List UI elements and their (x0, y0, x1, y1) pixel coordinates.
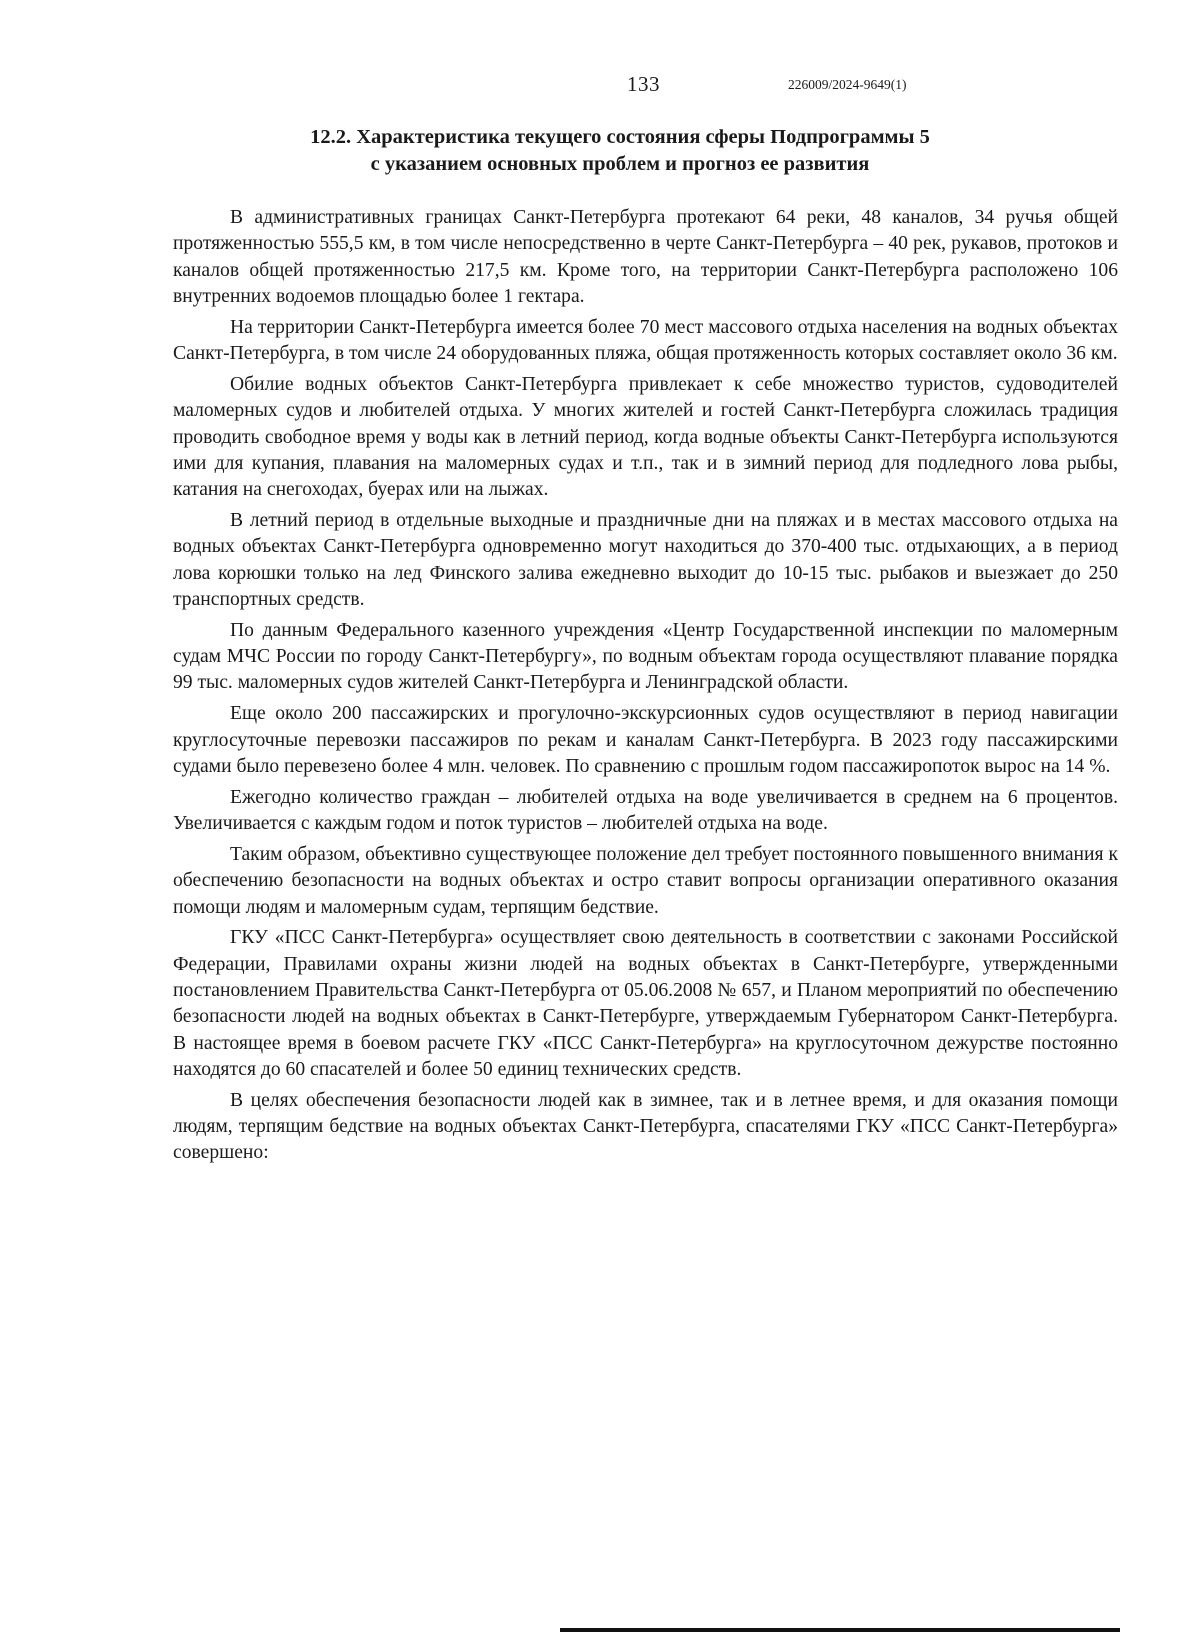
paragraph-recreation-places: На территории Санкт-Петербурга имеется более 70 мест массового отдыха населения на водных объектах Санкт-Петербурга, в том числе 24 оборудованных пляжа, общая протяженность которых составляет около 36 км. (173, 316, 1118, 365)
section-heading-line-1: 12.2. Характеристика текущего состояния сферы Подпрограммы 5 (310, 126, 930, 148)
paragraph-rivers-canals: В административных границах Санкт-Петербурга протекают 64 реки, 48 каналов, 34 ручья общей протяженностью 555,5 км, в том числе непосредственно в черте Санкт-Петербурга – 40 рек, рукавов, протоков и каналов общей протяженностью 217,5 км. Кроме того, на территории Санкт-Петербурга расположено 106 внутренних водоемов площадью более 1 гектара. (173, 207, 1118, 307)
document-body (173, 205, 1118, 1171)
document-registration-number: 226009/2024-9649(1) (788, 77, 907, 92)
paragraph-rescue-results-intro: В целях обеспечения безопасности людей как в зимнее, так и в летнее время, и для оказания помощи людям, терпящим бедствие на водных объектах Санкт-Петербурга, спасателями ГКУ «ПСС Санкт-Петербурга» совершено: (173, 1089, 1118, 1164)
page-number: 133 (627, 72, 660, 96)
paragraph-water-tourism: Обилие водных объектов Санкт-Петербурга привлекает к себе множество туристов, судоводителей маломерных судов и любителей отдыха. У многих жителей и гостей Санкт-Петербурга сложилась традиция проводить свободное время у воды как в летний период, когда водные объекты Санкт-Петербурга используются ими для купания, плавания на маломерных судах и т.п., так и в зимний период для подледного лова рыбы, катания на снегоходах, буерах или на лыжах. (173, 373, 1118, 501)
section-heading-line-2: с указанием основных проблем и прогноз ее развития (370, 153, 870, 175)
paragraph-safety-conclusion: Таким образом, объективно существующее положение дел требует постоянного повышенного внимания к обеспечению безопасности на водных объектах и остро ставит вопросы организации оперативного оказания помощи людям и маломерным судам, терпящим бедствие. (173, 843, 1118, 918)
section-heading (240, 124, 1000, 178)
paragraph-rescue-service: ГКУ «ПСС Санкт-Петербурга» осуществляет свою деятельность в соответствии с законами Российской Федерации, Правилами охраны жизни людей на водных объектах в Санкт-Петербурге, утвержденными постановлением Правительства Санкт-Петербурга от 05.06.2008 № 657, и Планом мероприятий по обеспечению безопасности людей на водных объектах в Санкт-Петербурге, утверждаемым Губернатором Санкт-Петербурга. В настоящее время в боевом расчете ГКУ «ПСС Санкт-Петербурга» на круглосуточном дежурстве постоянно находятся до 60 спасателей и более 50 единиц технических средств. (173, 927, 1118, 1080)
paragraph-small-vessels: По данным Федерального казенного учреждения «Центр Государственной инспекции по маломерным судам МЧС России по городу Санкт-Петербургу», по водным объектам города осуществляют плавание порядка 99 тыс. маломерных судов жителей Санкт-Петербурга и Ленинградской области. (173, 619, 1118, 694)
page-bottom-rule (560, 1628, 1120, 1632)
paragraph-summer-visitors: В летний период в отдельные выходные и праздничные дни на пляжах и в местах массового отдыха на водных объектах Санкт-Петербурга одновременно могут находиться до 370-400 тыс. отдыхающих, а в период лова корюшки только на лед Финского залива ежедневно выходит до 10-15 тыс. рыбаков и выезжает до 250 транспортных средств. (173, 510, 1118, 610)
paragraph-annual-growth: Ежегодно количество граждан – любителей отдыха на воде увеличивается в среднем на 6 процентов. Увеличивается с каждым годом и поток туристов – любителей отдыха на воде. (173, 786, 1118, 835)
paragraph-passenger-vessels: Еще около 200 пассажирских и прогулочно-экскурсионных судов осуществляют в период навигации круглосуточные перевозки пассажиров по рекам и каналам Санкт-Петербурга. В 2023 году пассажирскими судами было перевезено более 4 млн. человек. По сравнению с прошлым годом пассажиропоток вырос на 14 %. (173, 703, 1118, 777)
